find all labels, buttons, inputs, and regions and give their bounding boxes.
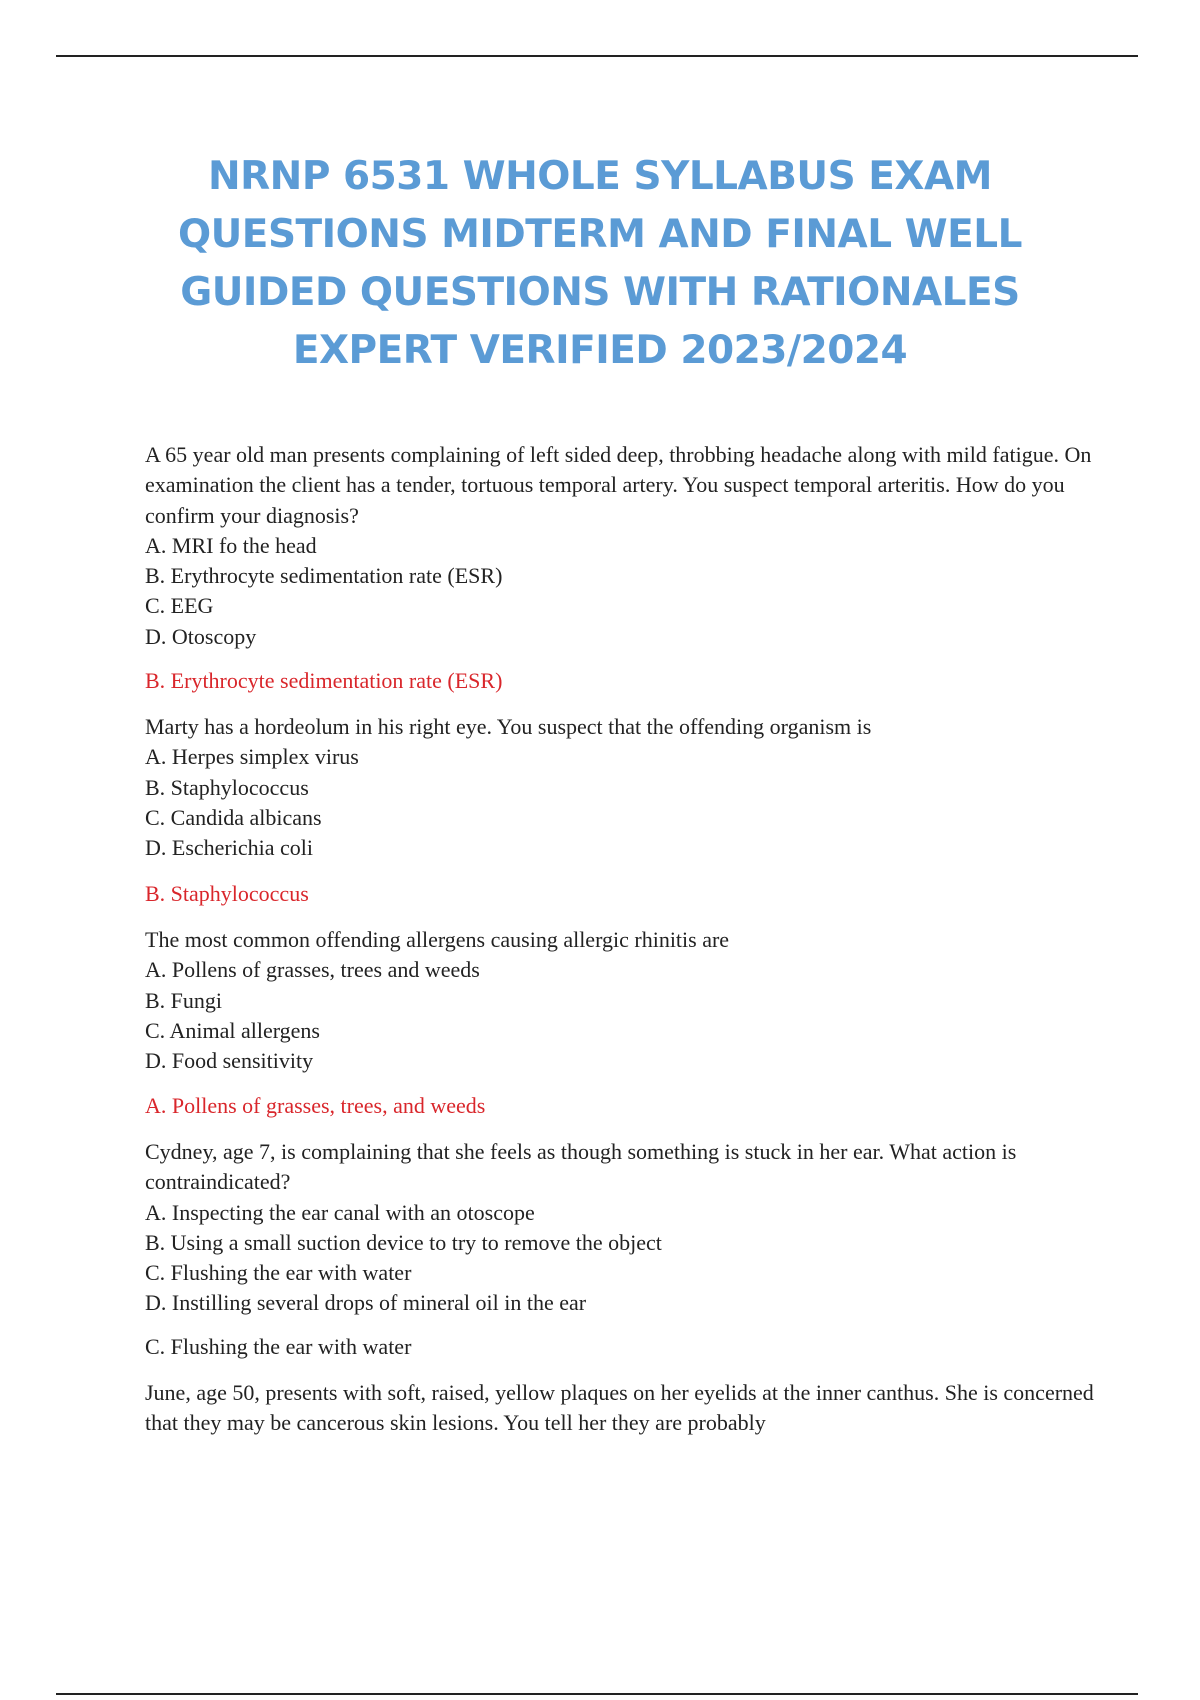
question-3 [145, 925, 1095, 1076]
answer: B. Erythrocyte sedimentation rate (ESR) [145, 668, 503, 693]
question-stem: June, age 50, presents with soft, raised, yellow plaques on her eyelids at the inner canthus. She is concerned that they may be cancerous skin lesions. You tell her they are probably [145, 1380, 1094, 1436]
option: A. MRI fo the head [145, 532, 317, 558]
option: B. Using a small suction device to try to remove the object [145, 1229, 662, 1255]
option: A. Inspecting the ear canal with an otoscope [145, 1199, 535, 1225]
option: C. Flushing the ear with water [145, 1260, 412, 1286]
question-stem: The most common offending allergens causing allergic rhinitis are [145, 927, 730, 952]
question-5 [145, 1378, 1095, 1439]
question-stem: Cydney, age 7, is complaining that she feels as though something is stuck in her ear. What action is contraindicated? [145, 1139, 1017, 1195]
option: A. Herpes simplex virus [145, 744, 359, 770]
option: B. Erythrocyte sedimentation rate (ESR) [145, 563, 503, 589]
top-rule [56, 55, 1138, 57]
option: D. Food sensitivity [145, 1048, 314, 1074]
option: C. Candida albicans [145, 804, 322, 830]
option: D. Instilling several drops of mineral oil in the ear [145, 1290, 587, 1316]
answer: A. Pollens of grasses, trees, and weeds [145, 1093, 486, 1118]
option: B. Fungi [145, 987, 223, 1013]
question-4 [145, 1137, 1095, 1319]
question-2 [145, 712, 1095, 863]
answer: C. Flushing the ear with water [145, 1334, 412, 1359]
question-stem: A 65 year old man presents complaining of left sided deep, throbbing headache along with mild fatigue. On examination the client has a tender, tortuous temporal artery. You suspect temporal arteritis. How do you confirm your diagnosis? [145, 442, 1092, 528]
option: D. Escherichia coli [145, 835, 313, 861]
answer: B. Staphylococcus [145, 881, 309, 906]
bottom-rule [56, 1693, 1138, 1695]
option: A. Pollens of grasses, trees and weeds [145, 957, 480, 983]
option: C. EEG [145, 593, 214, 619]
question-stem: Marty has a hordeolum in his right eye. You suspect that the offending organism is [145, 714, 872, 739]
option: B. Staphylococcus [145, 774, 309, 800]
question-1 [145, 440, 1095, 652]
document-title: NRNP 6531 WHOLE SYLLABUS EXAM QUESTIONS MIDTERM AND FINAL WELL GUIDED QUESTIONS WITH RATIONALES EXPERT VERIFIED 2023/2024 [177, 154, 1023, 373]
option: D. Otoscopy [145, 623, 257, 649]
option: C. Animal allergens [145, 1017, 320, 1043]
